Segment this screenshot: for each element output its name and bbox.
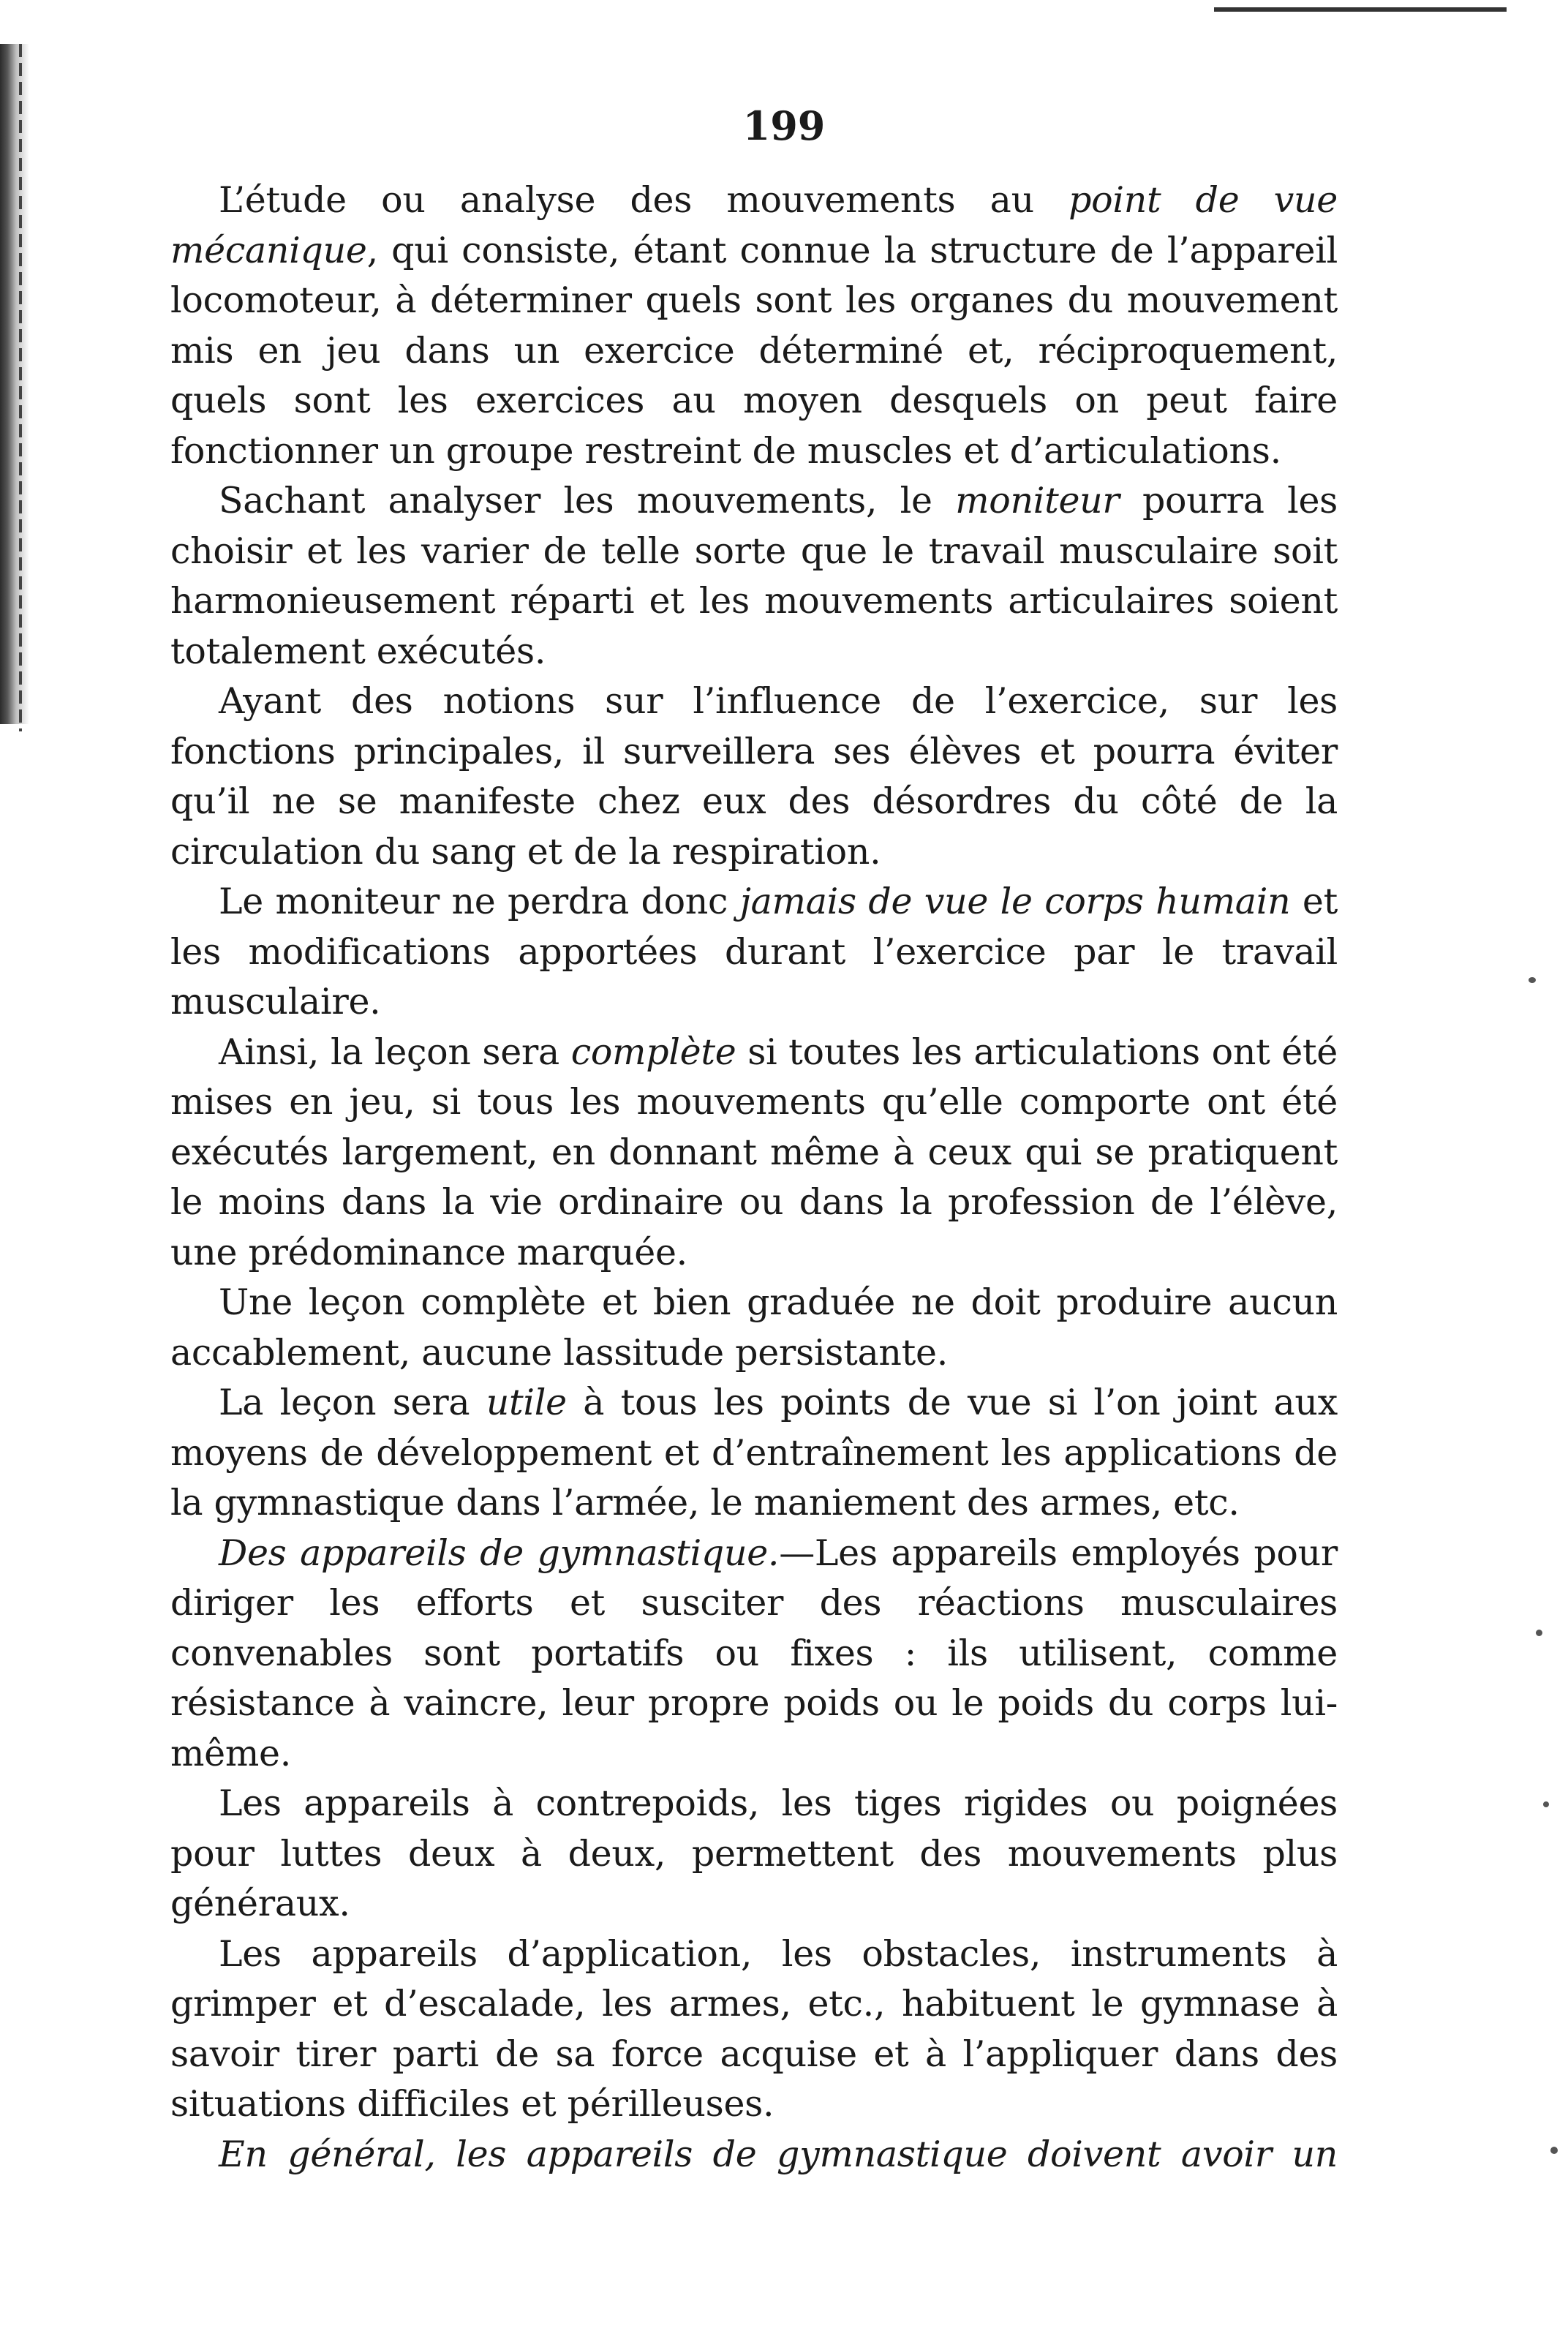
paragraph-text: , qui consiste, étant connue la structure de l’appareil locomoteur, à déterminer quels sont les organes du mouvement mis en jeu dans un exercice déterminé et, réciproquement, quels sont les exercices au moyen desquels on peut faire fonctionner un groupe restreint de muscles et d’articulations. [170, 229, 1338, 472]
paragraph [170, 1929, 1338, 2130]
paragraph-text: Le moniteur ne perdra donc [219, 881, 740, 922]
paragraph-text: à tous les points de vue si l’on joint aux moyens de développement et d’entraînement les applications de la gymnastique dans l’armée, le maniement des armes, etc. [170, 1382, 1338, 1524]
paragraph [170, 2130, 1338, 2180]
paragraph-text: Les appareils à contrepoids, les tiges rigides ou poignées pour luttes deux à deux, permettent des mouvements plus généraux. [170, 1782, 1338, 1924]
paragraph-text: Sachant analyser les mouvements, le [219, 480, 956, 521]
paragraph [170, 877, 1338, 1028]
scan-speck [1529, 977, 1536, 983]
paragraph [170, 1378, 1338, 1529]
paragraph-text: Ainsi, la leçon sera [219, 1031, 571, 1073]
scan-speck [1536, 1630, 1542, 1636]
paragraph-text: Les appareils d’application, les obstacles, instruments à grimper et d’escalade, les armes, etc., habituent le gymnase à savoir tirer parti de sa force acquise et à l’appliquer dans des situations difficiles et périlleuses. [170, 1932, 1338, 2125]
paragraph [170, 677, 1338, 877]
paragraph-text: Une leçon complète et bien graduée ne doit produire aucun accablement, aucune lassitude persistante. [170, 1281, 1338, 1374]
italic-text: jamais de vue le corps humain [739, 881, 1291, 922]
paragraph [170, 476, 1338, 677]
scan-speck [1543, 1801, 1549, 1807]
body-text [170, 176, 1338, 2180]
italic-text: complète [570, 1031, 736, 1073]
italic-text: Des appareils de gymnastique. [219, 1532, 780, 1574]
scan-speck [1550, 2147, 1558, 2154]
paragraph-text: —Les appareils employés pour diriger les efforts et susciter des réactions musculaires convenables sont portatifs ou fixes : ils utilisent, comme résistance à vaincre, leur propre poids ou le poids du corps lui-même. [170, 1532, 1338, 1774]
paragraph [170, 1779, 1338, 1929]
paragraph-text: La leçon sera [219, 1382, 486, 1423]
paragraph [170, 1028, 1338, 1278]
paragraph-text: Ayant des notions sur l’influence de l’exercice, sur les fonctions principales, il surveillera ses élèves et pourra éviter qu’il ne se manifeste chez eux des désordres du côté de la circulation du sang et de la respiration. [170, 680, 1338, 873]
paragraph [170, 1278, 1338, 1378]
paragraph-text: L’étude ou analyse des mouvements au [219, 179, 1069, 221]
scan-top-line [1214, 7, 1507, 12]
page-number: 199 [742, 102, 826, 149]
paragraph-text: si toutes les articulations ont été mises en jeu, si tous les mouvements qu’elle comporte ont été exécutés largement, en donnant même à ceux qui se pratiquent le moins dans la vie ordinaire ou dans la profession de l’élève, une prédominance marquée. [170, 1031, 1338, 1273]
italic-text: En général, les appareils de gymnastique doivent avoir un [219, 2133, 1338, 2175]
paragraph-text: pourra les choisir et les varier de telle sorte que le travail musculaire soit harmonieusement réparti et les mouvements articulaires soient totalement exécutés. [170, 480, 1338, 672]
paragraph [170, 1529, 1338, 1780]
paragraph-text: et les modifications apportées durant l’exercice par le travail musculaire. [170, 881, 1338, 1023]
italic-text: point de vue mécanique [170, 179, 1338, 271]
italic-text: moniteur [955, 480, 1120, 521]
paragraph [170, 176, 1338, 476]
italic-text: utile [486, 1382, 567, 1423]
